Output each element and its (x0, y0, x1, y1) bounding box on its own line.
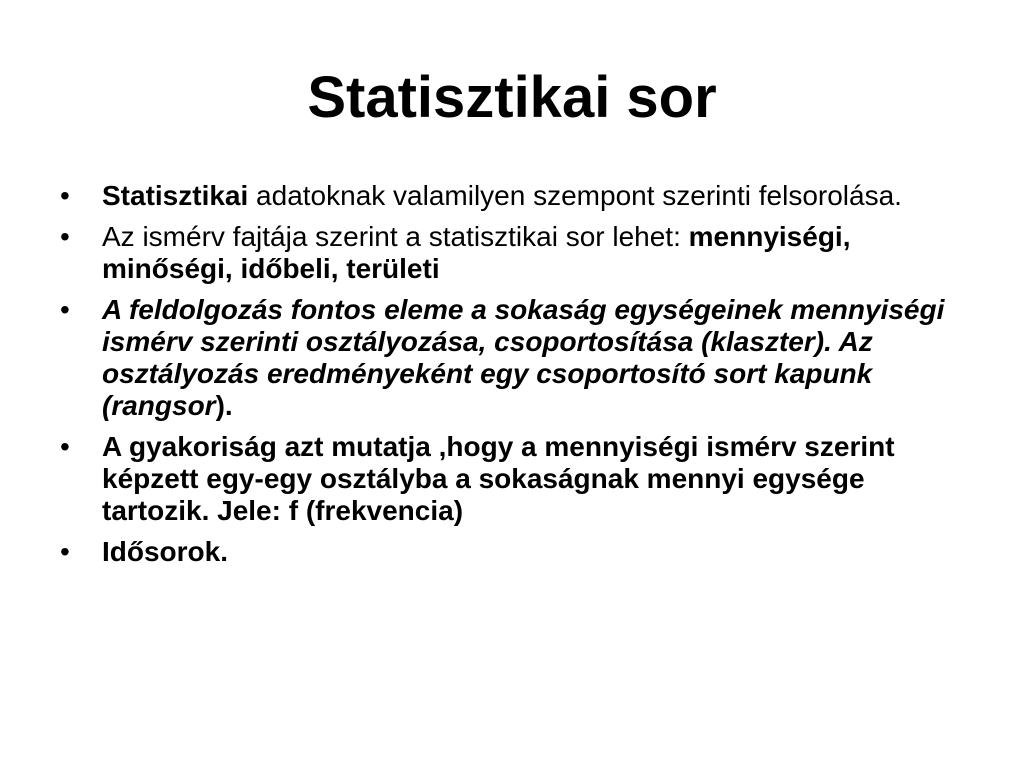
slide-title: Statisztikai sor (307, 65, 717, 130)
bullet-2-bold: mennyiségi, minőségi, időbeli, területi (102, 221, 851, 284)
bullet-item-1 (60, 180, 960, 212)
bullet-5-bold: Idősorok. (102, 536, 229, 567)
bullet-list (60, 180, 960, 577)
bullet-3-bold-italic: A feldolgozás fontos eleme a sokaság egységeinek mennyiségi ismérv szerinti osztályozása, csoportosítása (klaszter). Az osztályozás eredményeként egy csoportosító sort kapunk (rangsor (102, 294, 945, 421)
bullet-1-bold: Statisztikai (102, 180, 249, 211)
bullet-glyph: • (60, 221, 70, 252)
bullet-item-4 (60, 431, 960, 527)
bullet-2-text: Az ismérv fajtája szerint a statisztikai sor lehet: (102, 221, 689, 252)
bullet-item-3 (60, 294, 960, 422)
bullet-1-text: adatoknak valamilyen szempont szerinti felsorolása. (248, 180, 902, 211)
bullet-item-2 (60, 221, 960, 285)
bullet-glyph: • (60, 536, 70, 567)
bullet-item-5 (60, 536, 960, 568)
bullet-3-bold-end: ). (215, 390, 233, 421)
bullet-4-bold: A gyakoriság azt mutatja ,hogy a mennyiségi ismérv szerint képzett egy-egy osztályba a sokaságnak mennyi egysége tartozik. Jele: f (frekvencia) (102, 431, 895, 526)
bullet-glyph: • (60, 431, 70, 462)
bullet-glyph: • (60, 294, 70, 325)
bullet-glyph: • (60, 180, 70, 211)
